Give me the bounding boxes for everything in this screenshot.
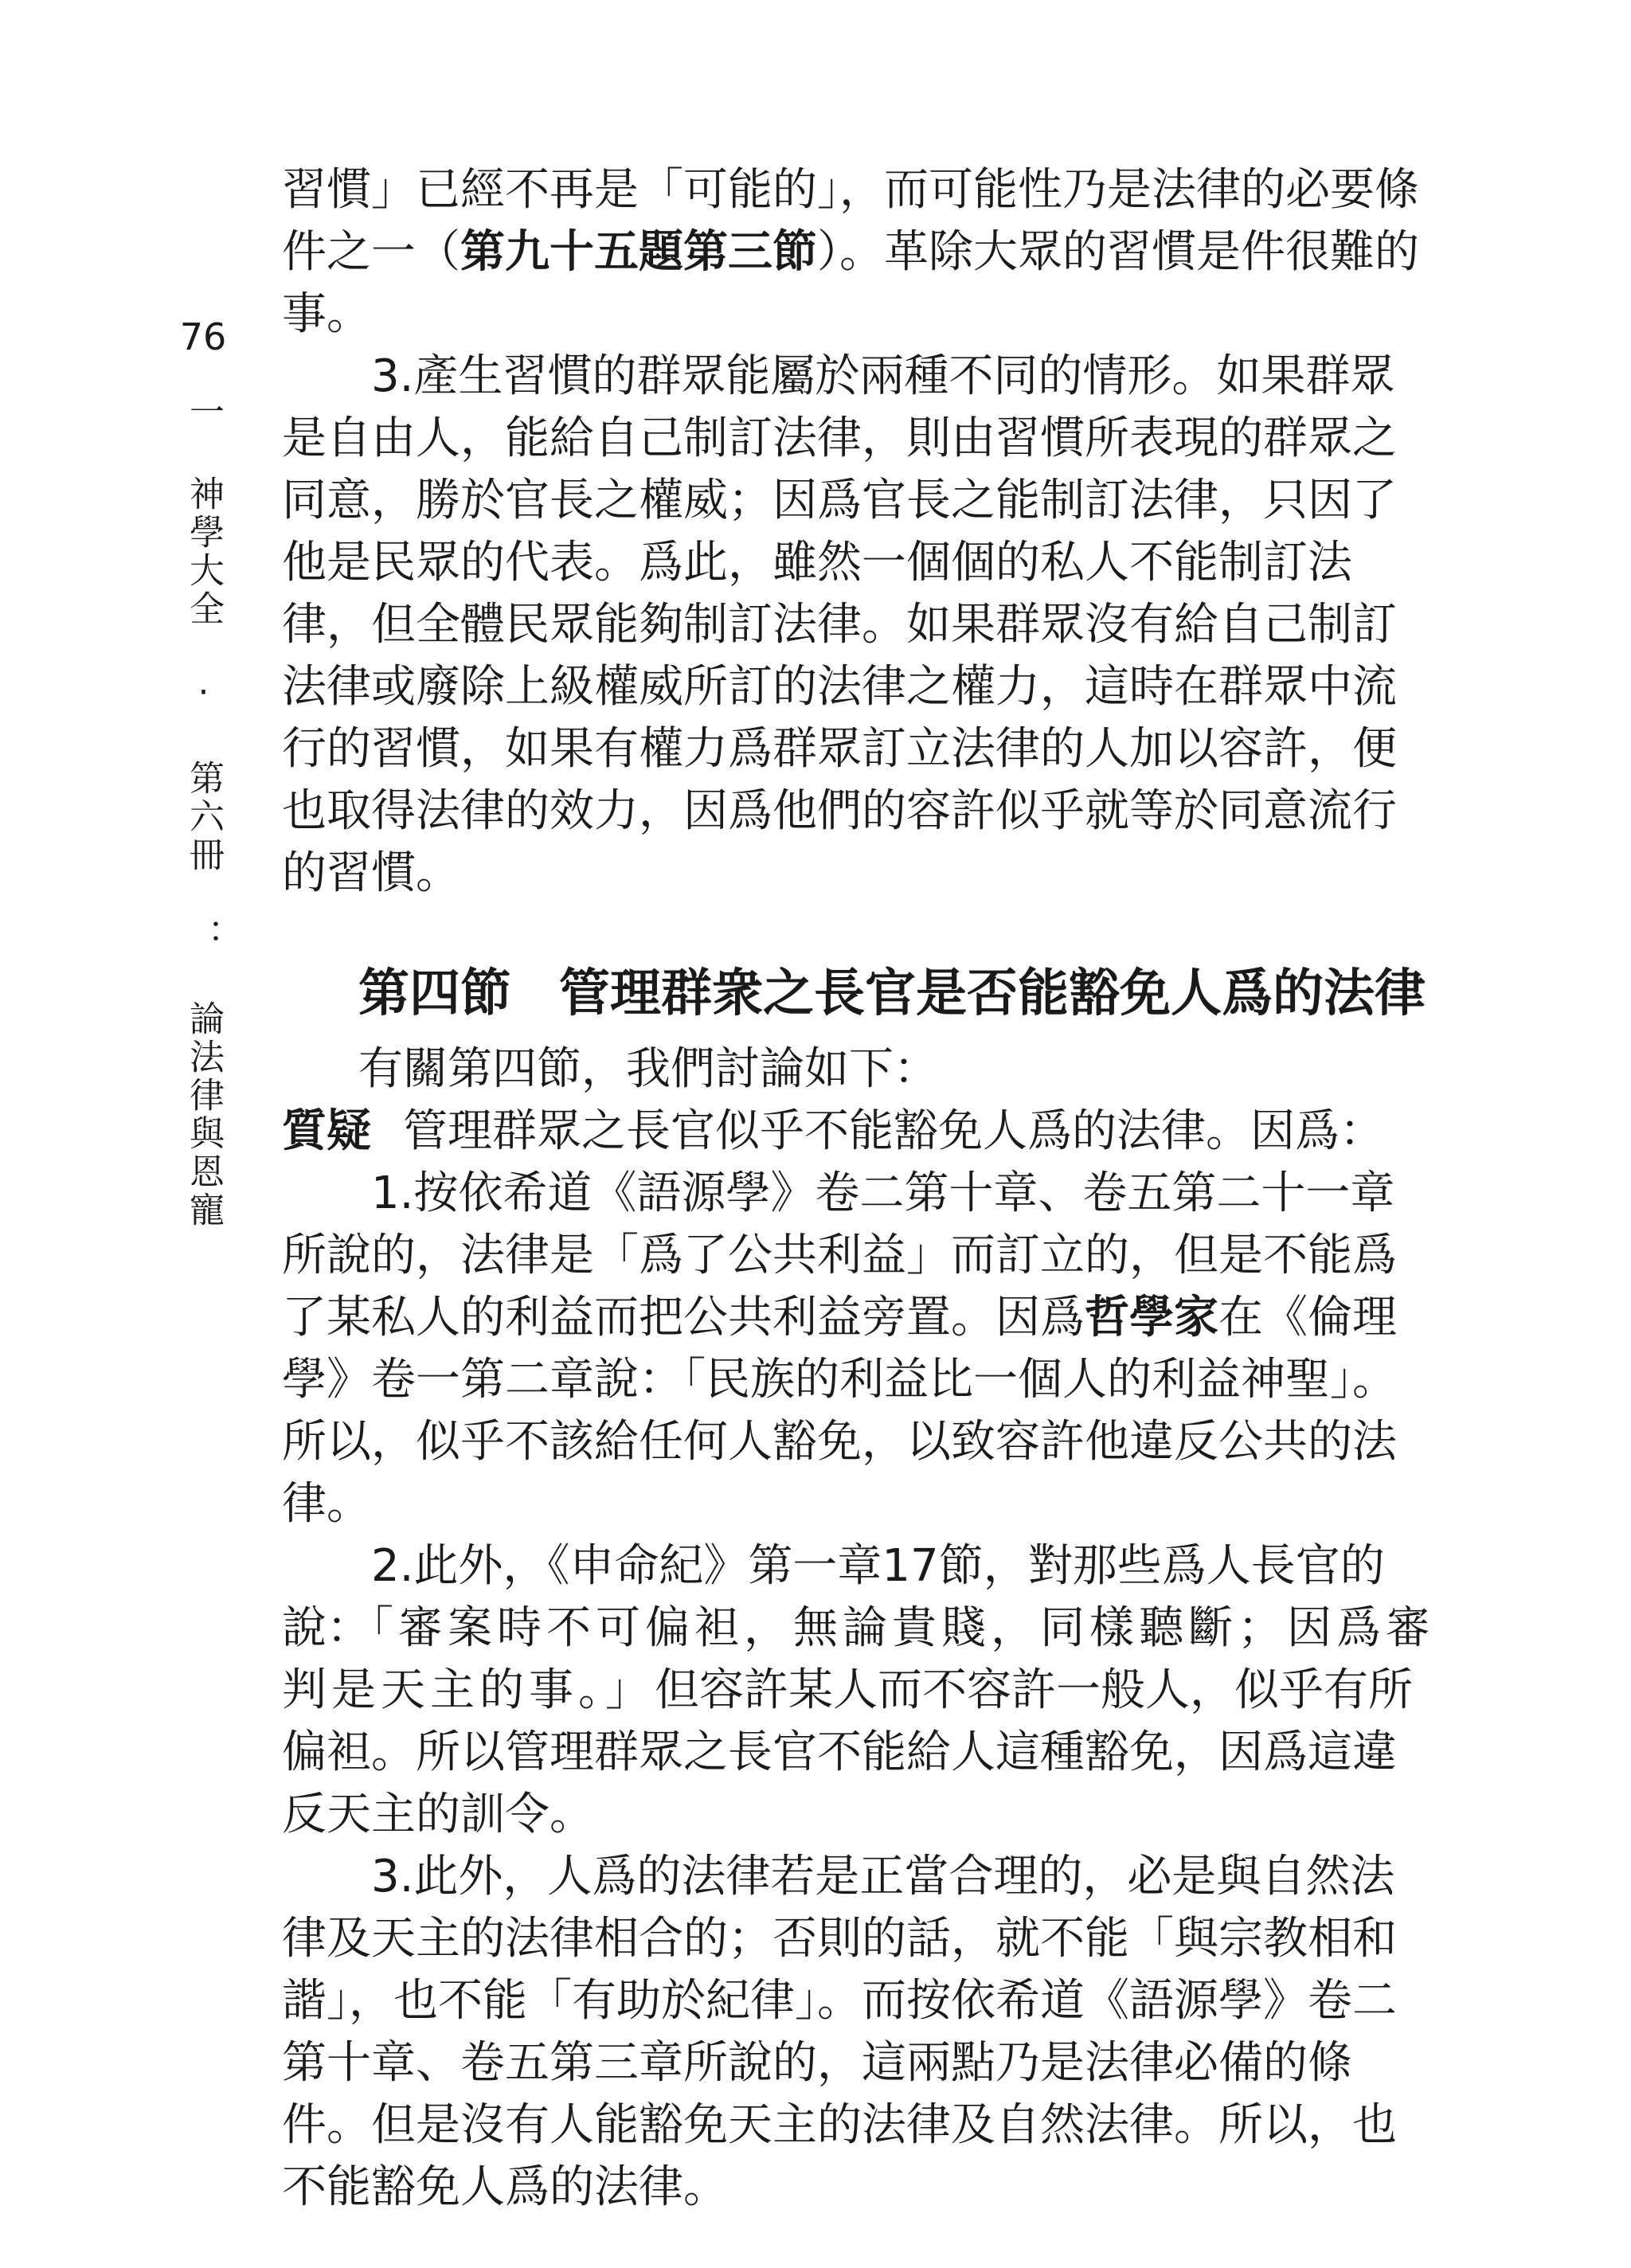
objection-intro [282,1101,1437,1163]
page-body [282,159,1437,2219]
obj2-scripture-quote: 「審案時不可偏袒，無論貴賤，同樣聽斷；因爲審判是天主的事。」 [282,1602,1435,1716]
objection-1 [282,1163,1437,1535]
intro-text-c: ）。革除大眾的習慣是件很難的事。 [282,226,1419,340]
section-title: 管理群衆之長官是否能豁免人爲的法律 [559,964,1426,1023]
obj2-text-c: 但容許某人而不容許一般人，似乎有所偏袒。所以管理群眾之長官不能給人這種豁免，因爲這違反天主的訓令。 [282,1664,1413,1840]
objection-3: 3.此外，人爲的法律若是正當合理的，必是與自然法律及天主的法律相合的；否則的話，就不能「與宗教相和諧」，也不能「有助於紀律」。而按依希道《語源學》卷二第十章、卷五第三章所說的，這兩點乃是法律必備的條件。但是沒有人能豁免天主的法律及自然法律。所以，也不能豁免人爲的法律。 [282,1851,1397,2213]
obj1-text-a: 1.按依希道《語源學》卷二第十章、卷五第二十一章所說的，法律是「爲了公共利益」而訂立的，但是不能爲了某私人的利益而把公共利益旁置。因爲 [282,1167,1397,1343]
intro-text-a: 習慣」已經不再是「可能的」，而可能性乃是法律的必要條件之一（ [282,164,1419,278]
running-head: 一 神學大全 · 第六冊 ： 論法律與恩寵 [183,393,224,1230]
objection-text: 管理群眾之長官似乎不能豁免人爲的法律。因爲： [403,1105,1384,1157]
obj1-philosopher: 哲學家 [1085,1292,1218,1343]
paragraph-3: 3.產生習慣的群眾能屬於兩種不同的情形。如果群眾是自由人，能給自己制訂法律，則由習慣所表現的群眾之同意，勝於官長之權威；因爲官長之能制訂法律，只因了他是民眾的代表。爲此，雖然一個個的私人不能制訂法律，但全體民眾能夠制訂法律。如果群眾沒有給自己制訂法律或廢除上級權威所訂的法律之權力，這時在群眾中流行的習慣，如果有權力爲群眾訂立法律的人加以容許，便也取得法律的效力，因爲他們的容許似乎就等於同意流行的習慣。 [282,350,1397,899]
page-number: 76 [179,315,227,358]
cross-reference: 第九十五題第三節 [460,226,817,278]
intro-paragraph [282,159,1437,346]
obj1-text-c: 在《倫理學》卷一第二章說：「民族的利益比一個人的利益神聖」。所以，似乎不該給任何人豁免，以致容許他違反公共的法律。 [282,1292,1397,1530]
obj2-text-a: 2.此外，《申命紀》第一章17節，對那些爲人長官的說： [282,1540,1385,1654]
section-number: 第四節 [358,964,511,1023]
page-margin [159,315,247,1230]
section-heading [282,956,1437,1032]
lead-line: 有關第四節，我們討論如下： [358,1043,938,1095]
objection-label: 質疑 [282,1105,371,1157]
objection-2 [282,1535,1437,1846]
